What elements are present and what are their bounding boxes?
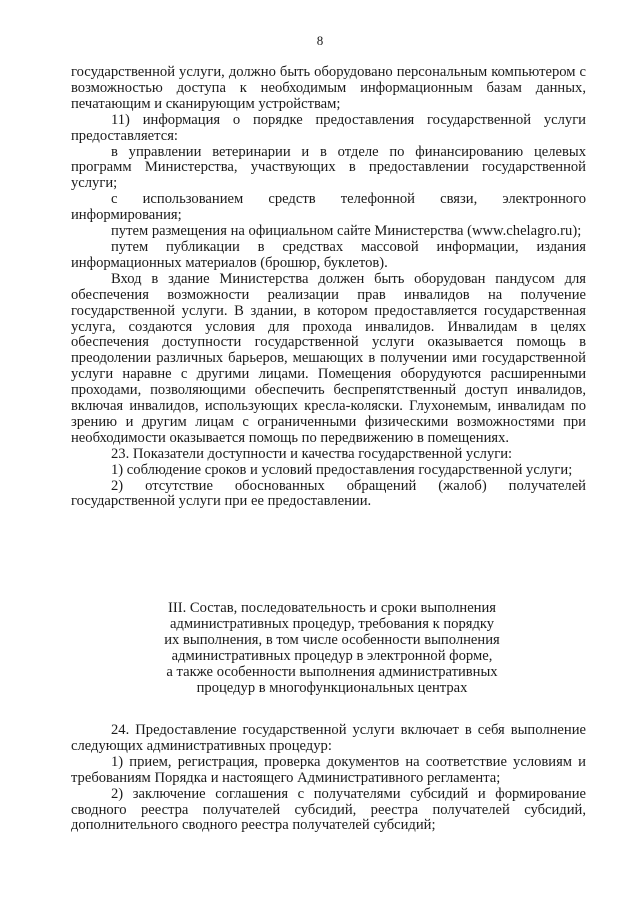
section-heading-line: административных процедур, требования к порядку	[169, 615, 495, 632]
paragraph: 2) заключение соглашения с получателями субсидий и формирование сводного реестра получателей субсидий, реестра получателей субсидий, дополнительного сводного реестра получателей субсидий;	[71, 785, 586, 834]
section-heading-line: III. Состав, последовательность и сроки выполнения	[167, 600, 497, 616]
paragraph: 11) информация о порядке предоставления государственной услуги предоставляется:	[71, 111, 586, 144]
paragraph: Вход в здание Министерства должен быть оборудован пандусом для обеспечения возможности реализации прав инвалидов на получение государственной услуги. В здании, в котором предоставляется государственная услуга, создаются условия для прохода инвалидов. Инвалидам в целях обеспечения доступности государственной услуги оказывается помощь в преодолении различных барьеров, мешающих в получении ими государственной услуги наравне с другими лицами. Помещения оборудуются расширенными проходами, позволяющими обеспечить беспрепятственный доступ инвалидов, включая инвалидов, использующих кресла-коляски. Глухонемым, инвалидам по зрению и другим лицам с ограниченными физическими возможностями при необходимости оказывается помощь по передвижению в помещениях.	[71, 270, 586, 446]
section-heading-line: а также особенности выполнения административных	[166, 663, 498, 680]
paragraph: 24. Предоставление государственной услуги включает в себя выполнение следующих административных процедур:	[71, 722, 586, 754]
section-heading-line: процедур в многофункциональных центрах	[196, 679, 468, 696]
paragraph: путем публикации в средствах массовой информации, издания информационных материалов (брошюр, буклетов).	[71, 238, 586, 271]
body-text-bottom	[71, 723, 586, 834]
paragraph: государственной услуги, должно быть оборудовано персональным компьютером с возможностью доступа к необходимым информационным базам данных, печатающим и сканирующим устройствам;	[71, 64, 586, 112]
paragraph: 2) отсутствие обоснованных обращений (жалоб) получателей государственной услуги при ее предоставлении.	[71, 477, 586, 510]
paragraph: 1) соблюдение сроков и условий предоставления государственной услуги;	[111, 461, 573, 478]
paragraph: путем размещения на официальном сайте Министерства (www.chelagro.ru);	[111, 223, 582, 240]
body-text-top	[71, 65, 586, 510]
section-heading-line: административных процедур в электронной форме,	[171, 647, 493, 664]
page-number: 8	[316, 33, 324, 48]
paragraph: 1) прием, регистрация, проверка документов на соответствие условиям и требованиям Порядка и настоящего Административного регламента;	[71, 753, 586, 786]
paragraph: в управлении ветеринарии и в отделе по финансированию целевых программ Министерства, участвующих в предоставлении государственной услуги;	[71, 143, 586, 192]
section-heading-line: их выполнения, в том числе особенности выполнения	[164, 631, 500, 648]
paragraph: 23. Показатели доступности и качества государственной услуги:	[111, 445, 513, 462]
paragraph: с использованием средств телефонной связи, электронного информирования;	[71, 191, 586, 224]
section-heading	[120, 601, 544, 696]
